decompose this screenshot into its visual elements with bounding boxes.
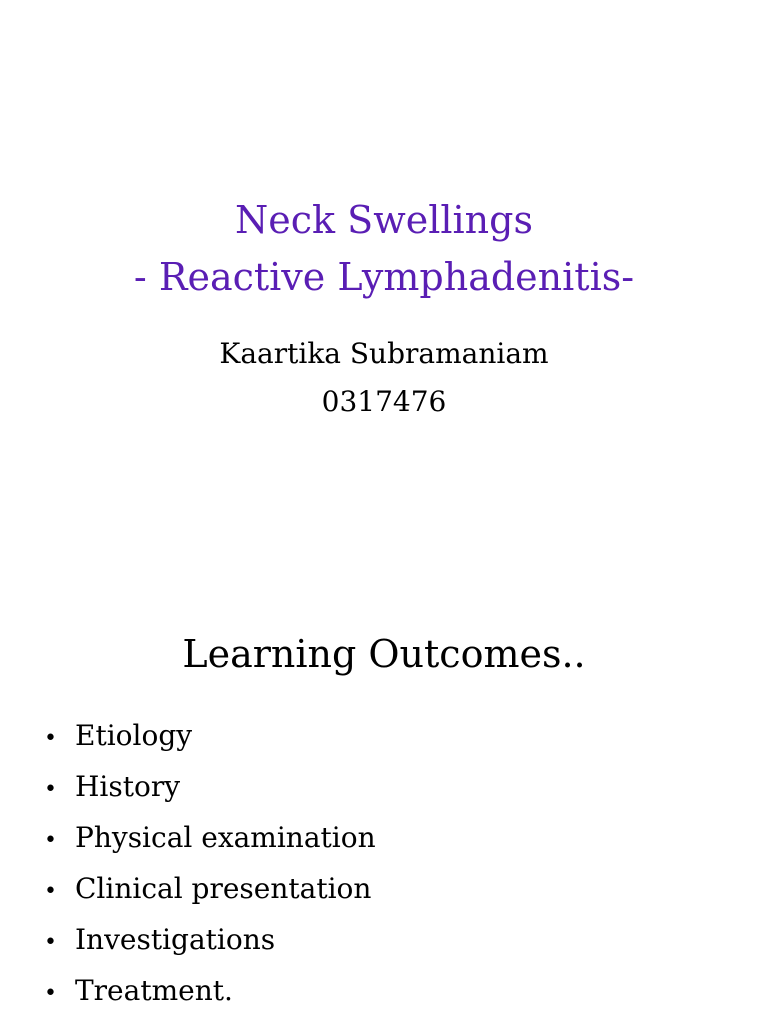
slide-title [0, 192, 768, 306]
bullet-icon: • [44, 879, 57, 904]
list-item [44, 763, 376, 814]
author-block [0, 330, 768, 426]
author-name: Kaartika Subramaniam [219, 337, 549, 370]
list-item [44, 916, 376, 967]
list-item [44, 967, 376, 1018]
bullet-icon: • [44, 930, 57, 955]
list-item-label: History [75, 770, 181, 803]
list-item [44, 712, 376, 763]
student-id: 0317476 [321, 385, 447, 418]
list-item [44, 814, 376, 865]
list-item-label: Investigations [75, 923, 276, 956]
list-item-label: Etiology [75, 719, 193, 752]
slide-heading: Learning Outcomes.. [182, 632, 586, 676]
bullet-icon: • [44, 777, 57, 802]
list-item [44, 865, 376, 916]
title-line-2: - Reactive Lymphadenitis- [133, 255, 635, 299]
title-line-1: Neck Swellings [235, 198, 533, 242]
list-item-label: Physical examination [75, 821, 376, 854]
list-item-label: Clinical presentation [75, 872, 372, 905]
outcomes-list [44, 712, 376, 1018]
bullet-icon: • [44, 981, 57, 1006]
bullet-icon: • [44, 828, 57, 853]
list-item-label: Treatment. [75, 974, 233, 1007]
learning-outcomes-slide [0, 576, 768, 1024]
bullet-icon: • [44, 726, 57, 751]
